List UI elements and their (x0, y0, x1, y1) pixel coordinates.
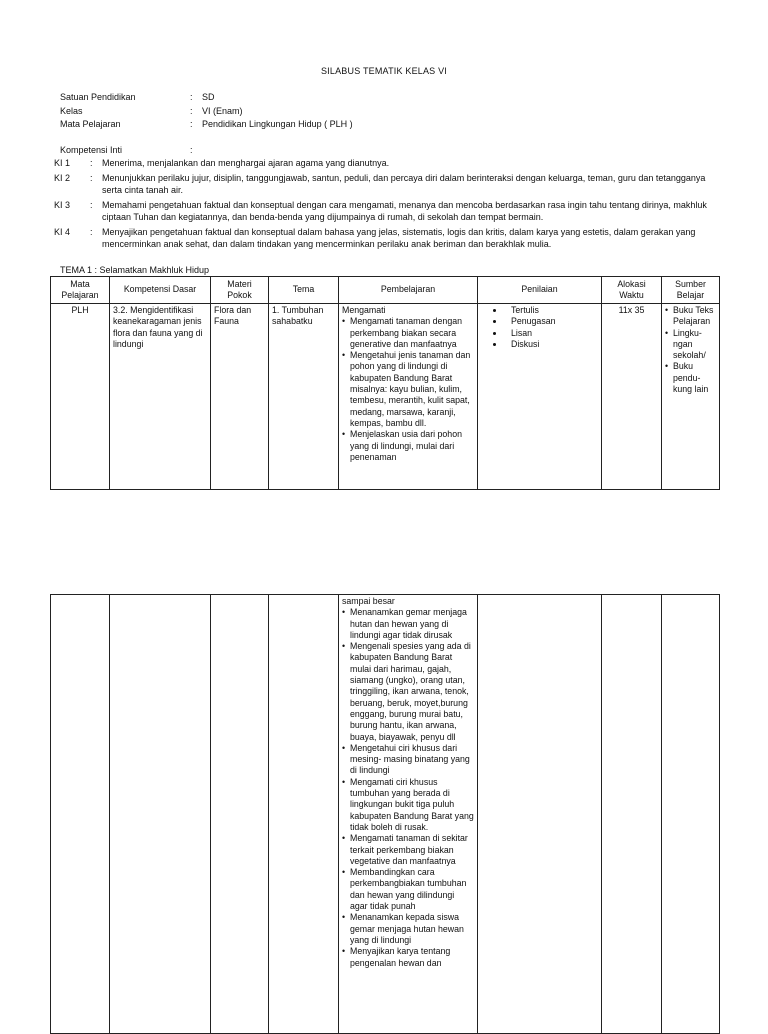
header-pembelajaran: Pembelajaran (339, 277, 478, 304)
bullet-icon: • (342, 776, 346, 787)
bullet-icon: • (342, 833, 346, 844)
ki-code: KI 3 (54, 199, 71, 210)
cell-tema (269, 595, 339, 1034)
bullet-icon: • (665, 327, 669, 338)
cell-kd: 3.2. Mengidentifikasi keanekaragaman jenis flora dan fauna yang di lindungi (110, 304, 211, 490)
ki-text: Menyajikan pengetahuan faktual dan konseptual dalam bahasa yang jelas, sistematis, logis dan kritis, dalam karya yang estetis, dalam gerakan yang mencerminkan anak sehat, dan dalam tindakan yang mencerminkan perilaku anak beriman dan berakhlak mulia. (102, 226, 696, 249)
list-item-text: Menyajikan karya tentang pengenalan hewan dan (350, 946, 451, 968)
tema-title: TEMA 1 : Selamatkan Makhluk Hidup (60, 265, 210, 275)
ki-item-3 (54, 199, 714, 224)
cell-penilaian (478, 304, 602, 490)
meta-row-kelas (60, 106, 353, 120)
list-item-text: Mengetahui jenis tanaman dan pohon yang di lindungi di kabupaten Bandung Barat misalnya: kayu bulian, kulim, tembesu, merantih, kulit sapat, medang, marsawa, karanji, kempas, bambu dll. (350, 350, 471, 428)
meta-colon: : (190, 92, 193, 102)
ki-item-1 (54, 157, 714, 170)
meta-colon: : (190, 105, 193, 116)
cell-mapel: PLH (51, 304, 110, 490)
bullet-icon: • (665, 361, 669, 372)
table-row (51, 595, 720, 1034)
cell-materi (211, 595, 269, 1034)
cell-pembelajaran (339, 304, 478, 490)
meta-value: VI (Enam) (202, 105, 243, 116)
bullet-icon: • (665, 305, 669, 315)
pembelajaran-intro: sampai besar (342, 596, 395, 606)
ki-code: KI 4 (54, 226, 71, 237)
meta-row-satuan (60, 92, 353, 106)
cell-pembelajaran (339, 595, 478, 1034)
bullet-icon: • (342, 641, 346, 652)
ki-text: Memahami pengetahuan faktual dan konseptual dengan cara mengamati, menanya dan mencoba berdasarkan rasa ingin tahu tentang dirinya, makhluk ciptaan Tuhan dan kegiatannya, dan benda-benda yang dijumpainya di rumah, di sekolah dan tempat bermain. (102, 199, 707, 222)
penilaian-list (481, 305, 598, 350)
kompetensi-inti-label (60, 145, 193, 155)
list-item-text: Lingku-ngan sekolah/ (673, 327, 706, 361)
header-tema: Tema (269, 277, 339, 304)
meta-colon: : (190, 119, 193, 129)
list-item (342, 429, 474, 463)
list-item-text: Buku Teks Pelajaran (673, 305, 714, 327)
header-mapel: Mata Pelajaran (51, 277, 110, 304)
bullet-icon: • (342, 316, 346, 327)
cell-tema: 1. Tumbuhan sahabatku (269, 304, 339, 490)
list-item: • Diskusi (505, 339, 598, 350)
page-title: SILABUS TEMATIK KELAS VI (320, 66, 447, 76)
cell-sumber (662, 595, 720, 1034)
ki-code: KI 1 (54, 158, 71, 168)
meta-value: SD (202, 92, 215, 102)
identity-block (60, 92, 353, 133)
list-item-text: Mengamati tanaman dengan perkembang biakan secara generative dan manfaatnya (350, 316, 462, 349)
list-item-text: Mengetahui ciri khusus dari mesing- masing binatang yang di lindungi (350, 742, 470, 776)
bullet-icon: • (342, 742, 346, 753)
pembelajaran-intro: Mengamati (342, 305, 386, 315)
list-item (342, 777, 474, 833)
list-item-text: Menanamkan kepada siswa gemar menjaga hutan hewan yang di lindungi (350, 912, 464, 945)
list-item-text: Mengamati tanaman di sekitar terkait perkembang biakan vegetative dan manfaatnya (350, 833, 468, 866)
list-item (342, 833, 474, 867)
syllabus-table-page-1 (50, 276, 720, 490)
table-header-row (51, 277, 720, 304)
list-item-text: Menanamkan gemar menjaga hutan dan hewan yang di lindungi agar tidak dirusak (350, 607, 467, 640)
list-item-text: Membandingkan cara perkembangbiakan tumbuhan dan hewan yang dilindungi agar tidak punah (350, 867, 467, 912)
ki-item-2 (54, 172, 714, 197)
header-kd: Kompetensi Dasar (110, 277, 211, 304)
meta-key: Satuan Pendidikan (60, 92, 136, 102)
kompetensi-inti-text: Kompetensi Inti (60, 145, 123, 155)
meta-colon: : (190, 145, 193, 155)
ki-colon: : (90, 158, 93, 168)
syllabus-table-page-2 (50, 594, 720, 1034)
table-row (51, 304, 720, 490)
list-item (342, 867, 474, 912)
list-item (342, 743, 474, 777)
bullet-icon: • (342, 429, 346, 440)
cell-materi: Flora dan Fauna (211, 304, 269, 490)
list-item (665, 305, 716, 328)
list-item-text: Mengenali spesies yang ada di kabupaten Bandung Barat mulai dari harimau, gajah, siamang (ungko), orang utan, tringgiling, ikan arwana, tenok, beruang, beruk, moyet,burung enggang, burung murai batu, burung hantu, ikan arwana, buaya, biayawak, penyu dll (350, 641, 471, 742)
bullet-icon: • (342, 867, 346, 878)
header-materi: Materi Pokok (211, 277, 269, 304)
list-item-text: Menjelaskan usia dari pohon yang di lindungi, mulai dari penenaman (350, 429, 462, 462)
ki-code: KI 2 (54, 172, 71, 183)
ki-text: Menunjukkan perilaku jujur, disiplin, tanggungjawab, santun, peduli, dan percaya diri dalam berinteraksi dengan keluarga, teman, guru dan tetangganya serta cinta tanah air. (102, 172, 706, 195)
list-item: • Lisan (505, 328, 598, 339)
cell-alokasi: 11x 35 (602, 304, 662, 490)
list-item: • Tertulis (505, 305, 598, 316)
list-item (665, 361, 716, 395)
ki-colon: : (90, 226, 93, 237)
bullet-icon: • (342, 946, 346, 957)
meta-value: Pendidikan Lingkungan Hidup ( PLH ) (202, 119, 353, 129)
list-item-text: Mengamati ciri khusus tumbuhan yang berada di lingkungan bukit tiga puluh kabupaten Bandung Barat yang tidak boleh di rusak. (350, 776, 474, 832)
bullet-icon: • (342, 350, 346, 361)
list-item (342, 946, 474, 969)
list-item (342, 316, 474, 350)
cell-penilaian (478, 595, 602, 1034)
header-alokasi: Alokasi Waktu (602, 277, 662, 304)
list-item-text: Buku pendu-kung lain (673, 361, 709, 395)
ki-colon: : (90, 199, 93, 210)
bullet-icon: • (342, 607, 346, 618)
meta-row-mapel (60, 119, 353, 133)
header-penilaian: Penilaian (478, 277, 602, 304)
ki-list (54, 157, 714, 253)
meta-key: Kelas (60, 105, 83, 116)
cell-mapel (51, 595, 110, 1034)
list-item (342, 350, 474, 429)
ki-text: Menerima, menjalankan dan menghargai ajaran agama yang dianutnya. (102, 158, 390, 168)
cell-alokasi (602, 595, 662, 1034)
ki-item-4 (54, 226, 714, 251)
cell-sumber (662, 304, 720, 490)
list-item: • Penugasan (505, 316, 598, 327)
ki-colon: : (90, 172, 93, 183)
list-item (342, 912, 474, 946)
list-item (342, 641, 474, 743)
list-item (342, 607, 474, 641)
header-sumber: Sumber Belajar (662, 277, 720, 304)
meta-key: Mata Pelajaran (60, 119, 121, 129)
cell-kd (110, 595, 211, 1034)
bullet-icon: • (342, 912, 346, 923)
list-item (665, 328, 716, 362)
